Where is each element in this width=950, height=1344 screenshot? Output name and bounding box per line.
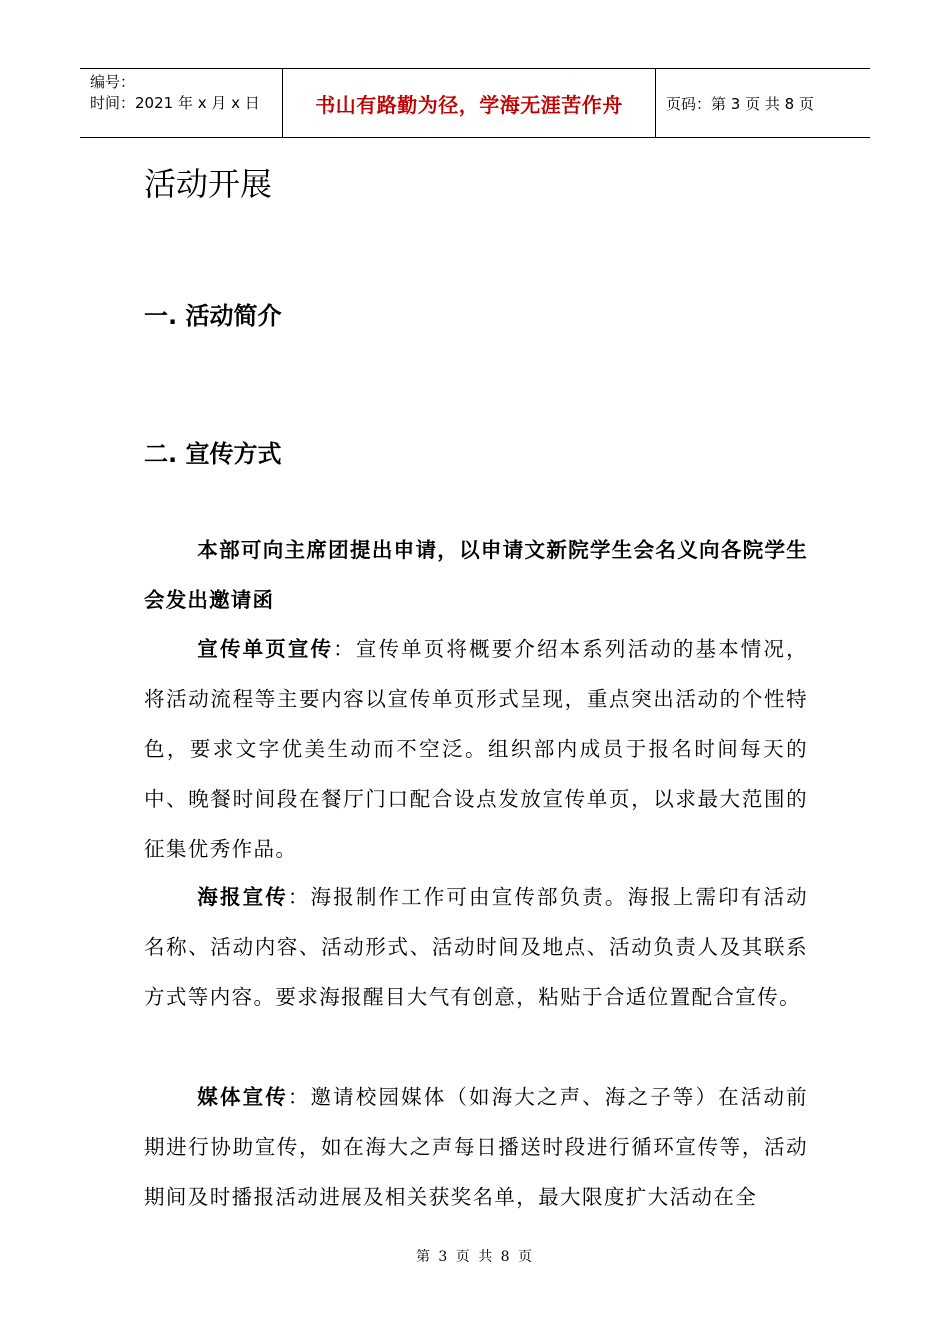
paragraph-label: 宣传单页宣传 [197, 637, 334, 661]
page-footer: 第 3 页 共 8 页 [415, 1249, 535, 1265]
paragraph-label: 海报宣传 [197, 885, 288, 909]
header-motto: 书山有路勤为径，学海无涯苦作舟 [315, 92, 623, 117]
page-header [80, 68, 870, 138]
time-label: 时间：2021 年 x 月 x 日 [90, 94, 260, 112]
paragraph-text: ：海报制作工作可由宣传部负责。海报上需印有活动名称、活动内容、活动形式、活动时间及地点、活动负责人及其联系方式等内容。要求海报醒目大气有创意，粘贴于合适位置配合宣传。 [144, 885, 808, 1009]
section-heading-intro: 一. 活动简介 [144, 302, 282, 330]
paragraph-invitation [144, 525, 808, 625]
paragraph-text: ：宣传单页将概要介绍本系列活动的基本情况，将活动流程等主要内容以宣传单页形式呈现，重点突出活动的个性特色，要求文字优美生动而不空泛。组织部内成员于报名时间每天的中、晚餐时间段在餐厅门口配合设点发放宣传单页，以求最大范围的征集优秀作品。 [144, 637, 808, 861]
document-title: 活动开展 [144, 165, 273, 203]
section-heading-promotion: 二. 宣传方式 [144, 440, 282, 468]
paragraph-poster [144, 872, 808, 1022]
header-motto-cell [283, 69, 656, 137]
serial-label: 编号： [90, 73, 136, 91]
paragraph-label: 媒体宣传 [197, 1085, 288, 1109]
paragraph-media [144, 1072, 808, 1222]
paragraph-text: 本部可向主席团提出申请，以申请文新院学生会名义向各院学生会发出邀请函 [144, 538, 808, 612]
header-meta [80, 69, 283, 137]
header-page-info: 页码：第 3 页 共 8 页 [666, 94, 814, 113]
paragraph-flyer [144, 624, 808, 874]
paragraph-text: ：邀请校园媒体（如海大之声、海之子等）在活动前期进行协助宣传，如在海大之声每日播送时段进行循环宣传等，活动期间及时播报活动进展及相关获奖名单，最大限度扩大活动在全 [144, 1085, 808, 1209]
